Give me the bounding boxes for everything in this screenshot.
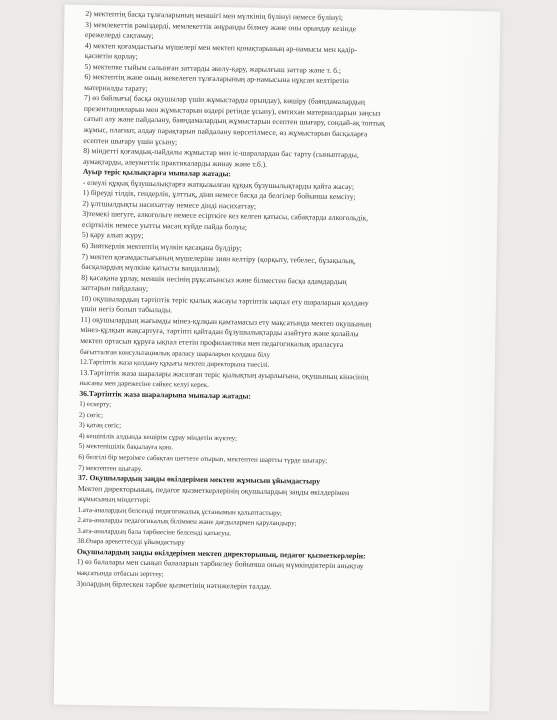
- text-line: қасиетін қорлау;: [84, 51, 138, 61]
- text-line: 1) өз балалары мен сынып балаларын тәрбиелеу бойынша оның мүмкіндіктерін анықтау: [76, 557, 364, 571]
- text-line: 4) кешіпілік алдында кешірім сұрау міндетін жүктеу;: [78, 431, 238, 443]
- document-page: [53, 5, 501, 712]
- page-edge: [53, 5, 65, 705]
- text-line: 5) мектепке тыйым салынған заттарды әкелу-қару, жарылғыш заттар және т. б.;: [84, 61, 342, 75]
- text-line: жұмысының міндеттері:: [77, 495, 151, 505]
- text-line: мақсатында отбасын зерттеу;: [76, 568, 164, 579]
- document-body: [76, 9, 485, 595]
- text-line: 4) мектеп қоғамдастығы мүшелері мен мектеп қонақтарының ар-намысы мен қадір-: [84, 40, 358, 54]
- text-line: бағытталған консультациялық араласу шараларын қолдана білу: [80, 347, 271, 359]
- text-line: 2) ұлтшылдықты насихаттау немесе дінді насихаттау;: [82, 198, 257, 211]
- text-line: заттарын пайдалану;: [81, 283, 149, 294]
- text-line: ережелерді сақтамау;: [84, 30, 154, 41]
- text-line: мінез-құлқын жақсартуға, тәртіпті қайтадан бұзушылықтарды азайтуға және қолайлы: [80, 325, 359, 339]
- text-line: 7) мектеп қоғамдастығының мүшелеріне зиян келтіру (қорқыту, тебелес, бұзақылық,: [81, 251, 356, 265]
- text-line: 1.ата-аналардың белсенді педагогикалық ұстанымын қалыптастыру;: [77, 505, 282, 517]
- text-line: 2) сөгіс;: [79, 410, 104, 420]
- text-line: 38.Өзара әрекеттесуді ұйымдастыру: [77, 537, 185, 547]
- text-line: 5) мектепішілік бақылауға қою.: [78, 442, 173, 452]
- text-line: 6) белгілі бір мерзімге сабақтан шеттете отырып, мектептен шартты түрде шығару;: [78, 452, 328, 465]
- text-line: 5) қару алып жүру;: [81, 230, 144, 241]
- text-line: - елеулі құқық бұзушылықтарға жатқызылған құқық бұзушылықтарды қайта жасау;: [82, 177, 355, 191]
- text-line: мектеп ортасын құруға ықпал ететін профилактика мен педагогикалық араласуға: [80, 335, 344, 349]
- text-line: 7) өз байлығы( басқа оқушылар үшін жұмыстарды орындау), көшіру (баяндамалардың: [83, 93, 366, 107]
- text-line: жұмыс, плагиат, алдау парақтарын пайдалану көрсетілмесе, өз жұмыстарын басқаларға: [83, 124, 368, 139]
- text-line: 1) біреуді тілдік, гендерлік, ұлттық, діни немесе басқа да белгілер бойынша кемсіту;: [82, 188, 356, 202]
- text-line: 3) қатаң сөгіс;: [78, 421, 122, 430]
- text-line: 8) міндетті қоғамдық-пайдалы жұмыстар мен іс-шаралардан бас тарту (сыныптарды,: [83, 146, 359, 160]
- text-line: 1) ескерту;: [79, 400, 112, 409]
- text-line: 2.ата-аналарды педагогикалық біліммен және дағдылармен қаруландыру;: [77, 516, 297, 528]
- text-line: сатып алу және пайдалану, баяндамалардың жұмыстарын есептен шығару, сондай-ақ топтық: [83, 114, 385, 129]
- text-line: 2) мектептің басқа тұлғаларының меншігі мен мүлкінің бүлінуі немесе бүлінуі;: [85, 8, 344, 23]
- text-line: 6) Зияткерлік мектептің мүлкін қасақана бүлдіру;: [81, 240, 243, 253]
- text-line: 13.Тәртіптік жаза шаралары жасалған теріс қылықтың ауырлығына, оқушының кінәсінің: [79, 367, 369, 382]
- text-line: басқалардың мүлкіне қатысты вандализм);: [81, 262, 220, 274]
- text-line: нысаны мен дәрежесіне сәйкес келуі керек.: [79, 379, 210, 390]
- text-line: 11) оқушылардың жағымды мінез-құлқын қамтамасыз ету мақсатында мектеп оқушының: [80, 314, 372, 329]
- section-heading: 37. Оқушылардың заңды өкілдерімен мектеп жұмысын ұйымдастыру: [78, 472, 321, 486]
- text-line: Мектеп директорының, педагог қызметкерлерінің оқушылардың заңды өкілдерімен: [77, 483, 350, 497]
- text-line: үшін негіз болып табылады.: [80, 304, 173, 315]
- text-line: 8) қасақана ұрлау, меншік иесінің рұқсатынсыз және білместен басқа адамдардың: [81, 272, 347, 286]
- section-heading: Ауыр теріс қылықтарға мыналар жатады:: [82, 167, 232, 179]
- text-line: 3.ата-аналардың бала тәрбиесіне белсенді қатысуы.: [77, 526, 232, 538]
- text-line: аумақтарды, әлеуметтік практикаларды жинау және т.б.).: [82, 156, 268, 169]
- text-line: 12.Тәртіптік жаза қолдану құқығы мектеп директорына тиесілі.: [79, 357, 270, 369]
- text-line: есептен шығару үшін ұсыну;: [83, 135, 178, 146]
- text-line: 3) мемлекеттік рәміздерді, мемлекеттік әнұранды білмеу және оны орындау кезінде: [85, 19, 357, 33]
- text-line: 6) мектептің және оның жекелеген тұлғаларының ар-намысына нұқсан келтіретін: [84, 72, 349, 86]
- section-heading: 36.Тәртіптік жаза шараларына мыналар жатады:: [79, 388, 252, 401]
- text-line: 7) мектептен шығару.: [78, 463, 143, 473]
- section-heading: Оқушылардың заңды өкілдерімен мектеп директорының, педагог қызметкерлерін:: [76, 546, 366, 561]
- text-line: 3)темекі шегуге, алкогольге немесе есірткіге кез келген қатысы, сабақтарда алкогольдік,: [82, 209, 369, 223]
- text-line: 10) оқушылардың тәртіптік теріс қылық жасауы тәртіптік ықпал ету шараларын қолдану: [80, 293, 369, 308]
- text-line: есірткілік немесе уытты масаң күйде пайда болуы;: [82, 219, 248, 232]
- text-line: презентацияларын мен жұмыстарын өздері ретінде ұсыну), емтихан материалдарын заңсыз: [83, 103, 381, 118]
- text-line: 3)олардың бірлескен тәрбие қызметінің нәтижелерін талдау.: [76, 578, 272, 591]
- text-line: материалды тарату;: [84, 82, 148, 93]
